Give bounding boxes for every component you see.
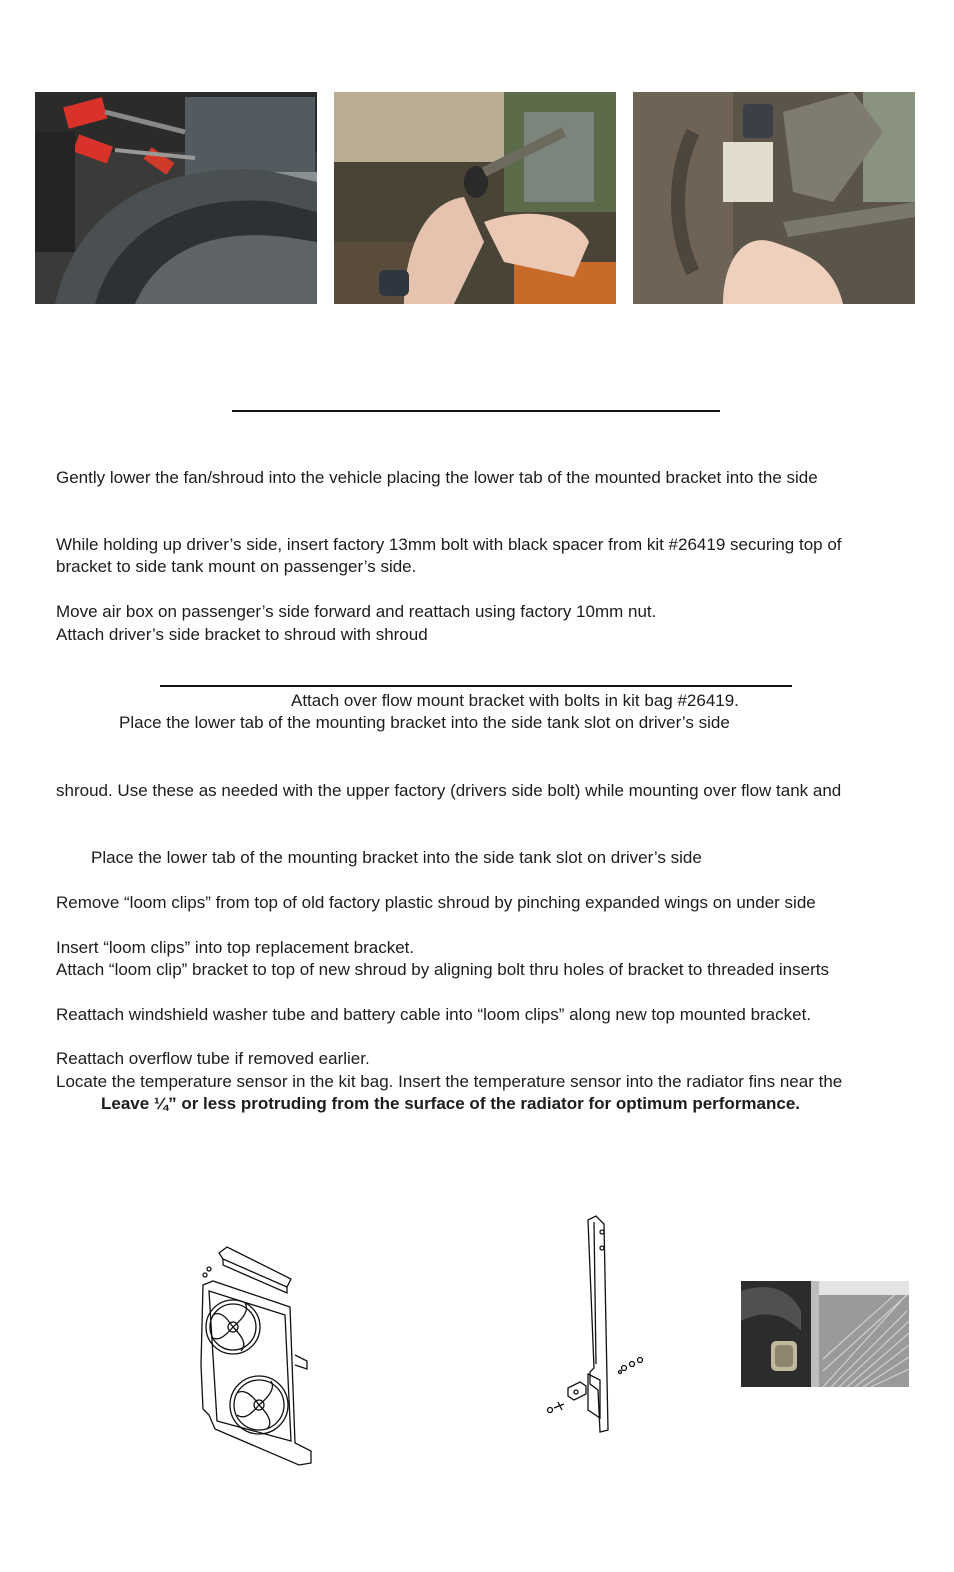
- step-insert-13mm-bolt: While holding up driver’s side, insert factory 13mm bolt with black spacer from kit #26419 securing top of: [56, 535, 842, 554]
- section-rule-top: [232, 410, 720, 412]
- step-place-lower-tab-2: Place the lower tab of the mounting bracket into the side tank slot on driver’s side: [91, 848, 702, 867]
- temperature-sensor-photo: [741, 1281, 909, 1387]
- step-shroud-bolts: shroud. Use these as needed with the upper factory (drivers side bolt) while mounting over flow tank and: [56, 781, 842, 800]
- step-reattach-washer-tube: Reattach windshield washer tube and battery cable into “loom clips” along new top mounted bracket.: [56, 1005, 812, 1024]
- step-lower-fan-shroud: Gently lower the fan/shroud into the vehicle placing the lower tab of the mounted bracket into the side: [56, 468, 818, 487]
- step-sensor-protrusion-note: Leave ¼” or less protruding from the surface of the radiator for optimum performance.: [101, 1094, 801, 1113]
- step-remove-loom-clips: Remove “loom clips” from top of old factory plastic shroud by pinching expanded wings on under side: [56, 893, 816, 912]
- fan-shroud-assembly-diagram: [195, 1245, 317, 1467]
- sensor-plug-photo: [633, 92, 915, 304]
- step-move-air-box: Move air box on passenger’s side forward and reattach using factory 10mm nut.: [56, 602, 657, 621]
- engine-bay-photo: [35, 92, 317, 304]
- overflow-bracket-diagram: [540, 1212, 652, 1434]
- step-attach-loom-clip-bracket: Attach “loom clip” bracket to top of new shroud by aligning bolt thru holes of bracket to threaded inserts: [56, 960, 829, 979]
- step-attach-overflow-bracket: Attach over flow mount bracket with bolts in kit bag #26419.: [291, 691, 739, 710]
- step-insert-loom-clips: Insert “loom clips” into top replacement bracket.: [56, 938, 415, 957]
- step-insert-13mm-bolt-cont: bracket to side tank mount on passenger’s side.: [56, 557, 417, 576]
- step-place-lower-tab: Place the lower tab of the mounting bracket into the side tank slot on driver’s side: [119, 713, 730, 732]
- step-reattach-overflow-tube: Reattach overflow tube if removed earlier.: [56, 1049, 370, 1068]
- step-locate-temp-sensor: Locate the temperature sensor in the kit bag. Insert the temperature sensor into the radiator fins near the: [56, 1072, 843, 1091]
- section-rule-middle: [160, 685, 792, 687]
- step-attach-driver-bracket: Attach driver’s side bracket to shroud with shroud: [56, 625, 428, 644]
- connector-photo: [334, 92, 616, 304]
